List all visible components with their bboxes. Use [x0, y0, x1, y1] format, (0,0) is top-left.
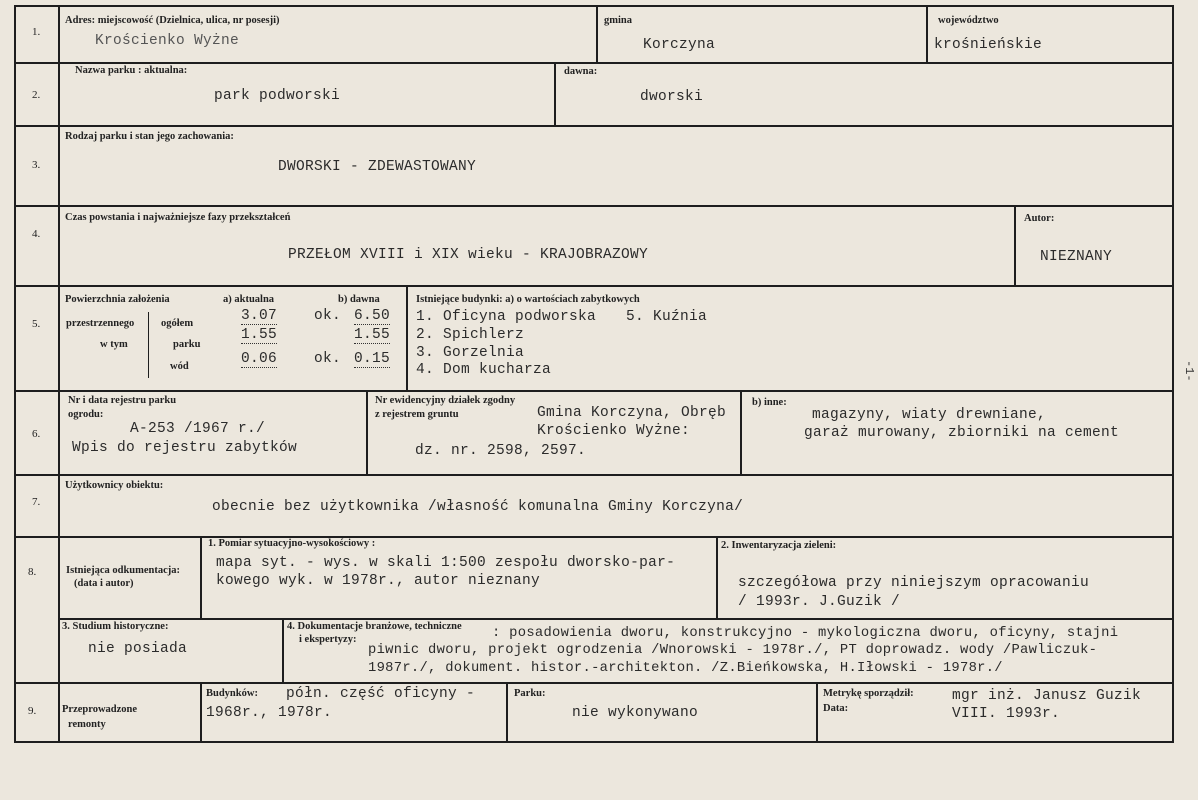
historical-study-label: 3. Studium historyczne: — [62, 621, 169, 632]
origin-label: Czas powstania i najważniejsze fazy przekształceń — [65, 212, 291, 223]
origin-value: PRZEŁOM XVIII i XIX wieku - KRAJOBRAZOWY — [288, 247, 649, 263]
area-current-total: 3.07 — [241, 308, 278, 324]
area-col-former: b) dawna — [338, 294, 380, 305]
renovations-park-label: Parku: — [514, 688, 546, 699]
survey-value-1: mapa syt. - wys. w skali 1:500 zespołu dworsko-par- — [216, 555, 676, 571]
row-divider — [14, 390, 1174, 392]
plots-label-1: Nr ewidencyjny działek zgodny — [375, 395, 516, 406]
building-1: 1. Oficyna podworska — [416, 309, 597, 325]
frame-bottom — [14, 741, 1174, 743]
voivodeship-value: krośnieńskie — [934, 37, 1043, 53]
register-label-1: Nr i data rejestru parku — [68, 395, 177, 406]
frame-top — [14, 5, 1174, 7]
renovations-label-2: remonty — [68, 719, 106, 730]
address-label: Adres: miejscowość (Dzielnica, ulica, nr posesji) — [65, 15, 280, 26]
col-divider-r9-b — [506, 682, 508, 743]
park-type-label: Rodzaj parku i stan jego zachowania: — [65, 131, 234, 142]
metric-date-label: Data: — [823, 703, 849, 714]
author-label: Autor: — [1024, 213, 1055, 224]
greenery-inventory-value-1: szczegółowa przy niniejszym opracowaniu — [738, 575, 1090, 591]
area-park-label: parku — [173, 339, 201, 350]
area-spatial-label: przestrzennego — [66, 318, 135, 329]
buildings-label: Istniejące budynki: a) o wartościach zabytkowych — [416, 294, 640, 305]
area-former-total: 6.50 — [354, 308, 391, 324]
row-number-2: 2. — [32, 89, 41, 101]
metric-author-value: mgr inż. Janusz Guzik — [952, 688, 1142, 704]
col-divider-r6-b — [740, 390, 742, 475]
other-buildings-label: b) inne: — [752, 397, 787, 408]
row-divider — [14, 125, 1174, 127]
col-divider-r4 — [1014, 205, 1016, 286]
survey-value-2: kowego wyk. w 1978r., autor nieznany — [216, 573, 541, 589]
renovations-label-1: Przeprowadzone — [62, 704, 138, 715]
building-2: 2. Spichlerz — [416, 327, 525, 343]
gmina-label: gmina — [604, 15, 633, 26]
row-divider — [58, 618, 1174, 620]
row-number-3: 3. — [32, 159, 41, 171]
renovations-buildings-value-1: półn. część oficyny - — [286, 686, 476, 702]
row-number-9: 9. — [28, 705, 37, 717]
area-approx-1: ok. — [314, 308, 342, 324]
park-name-value: park podworski — [214, 88, 341, 104]
area-current-park: 1.55 — [241, 327, 278, 343]
renovations-buildings-label: Budynków: — [206, 688, 258, 699]
row-divider — [14, 205, 1174, 207]
technical-docs-label-2: i ekspertyzy: — [299, 634, 357, 645]
plots-value-3: dz. nr. 2598, 2597. — [415, 443, 587, 459]
other-buildings-value-2: garaż murowany, zbiorniki na cement — [804, 425, 1120, 441]
row-number-8: 8. — [28, 566, 37, 578]
col-divider-r9-c — [816, 682, 818, 743]
plots-label-2: z rejestrem gruntu — [375, 409, 459, 420]
row-divider — [14, 285, 1174, 287]
row-number-6: 6. — [32, 428, 41, 440]
metric-author-label: Metrykę sporządził: — [823, 688, 914, 699]
technical-docs-label-1: 4. Dokumentacje branżowe, techniczne — [287, 621, 462, 632]
author-value: NIEZNANY — [1040, 249, 1113, 265]
voivodeship-label: województwo — [938, 15, 999, 26]
survey-label: 1. Pomiar sytuacyjno-wysokościowy : — [208, 538, 376, 549]
historical-study-value: nie posiada — [88, 641, 188, 657]
page-number-mark: -1- — [1182, 360, 1196, 382]
row-number-5: 5. — [32, 318, 41, 330]
row-number-4: 4. — [32, 228, 41, 240]
technical-docs-value-3: 1987r./, dokument. histor.-architekton. /Z.Bieńkowska, H.Iłowski - 1978r./ — [368, 661, 1003, 676]
col-divider-r1-b — [926, 5, 928, 63]
col-divider-r8b — [282, 618, 284, 683]
col-divider-r6-a — [366, 390, 368, 475]
register-value-2: Wpis do rejestru zabytków — [72, 440, 298, 456]
building-3: 3. Gorzelnia — [416, 345, 525, 361]
row-number-7: 7. — [32, 496, 41, 508]
col-divider-r5 — [406, 285, 408, 391]
col-divider-r1-a — [596, 5, 598, 63]
gmina-value: Korczyna — [643, 37, 716, 53]
plots-value-2: Krościenko Wyżne: — [537, 423, 691, 439]
frame-left — [14, 5, 16, 743]
frame-right — [1172, 5, 1174, 743]
area-label: Powierzchnia założenia — [65, 294, 170, 305]
col-divider-r8-b — [716, 536, 718, 619]
row-divider — [14, 474, 1174, 476]
former-name-value: dworski — [640, 89, 704, 105]
row-divider — [14, 682, 1174, 684]
metric-date-value: VIII. 1993r. — [952, 706, 1061, 722]
documentation-label-2: (data i autor) — [74, 578, 134, 589]
users-label: Użytkownicy obiektu: — [65, 480, 164, 491]
address-value: Krościenko Wyżne — [95, 33, 240, 49]
greenery-inventory-value-2: / 1993r. J.Guzik / — [738, 594, 901, 610]
building-4: 4. Dom kucharza — [416, 362, 552, 378]
register-value-1: A-253 /1967 r./ — [130, 421, 266, 437]
park-name-label: Nazwa parku : aktualna: — [75, 65, 188, 76]
greenery-inventory-label: 2. Inwentaryzacja zieleni: — [721, 540, 837, 551]
area-water-label: wód — [170, 361, 189, 372]
area-col-current: a) aktualna — [223, 294, 275, 305]
users-value: obecnie bez użytkownika /własność komunalna Gminy Korczyna/ — [212, 499, 744, 515]
technical-docs-value-1: : posadowienia dworu, konstrukcyjno - mykologiczna dworu, oficyny, stajni — [492, 626, 1119, 641]
plots-value-1: Gmina Korczyna, Obręb — [537, 405, 727, 421]
building-5: 5. Kuźnia — [626, 309, 708, 325]
area-approx-2: ok. — [314, 351, 342, 367]
area-former-water: 0.15 — [354, 351, 391, 367]
col-divider-r2 — [554, 62, 556, 126]
documentation-label-1: Istniejąca odkumentacja: — [66, 565, 181, 576]
renovations-park-value: nie wykonywano — [572, 705, 699, 721]
park-type-value: DWORSKI - ZDEWASTOWANY — [278, 159, 477, 175]
row-number-1: 1. — [32, 26, 41, 38]
row-divider — [14, 62, 1174, 64]
area-including-label: w tym — [100, 339, 128, 350]
former-name-label: dawna: — [564, 66, 598, 77]
number-column-divider — [58, 5, 60, 743]
col-divider-r9-a — [200, 682, 202, 743]
register-label-2: ogrodu: — [68, 409, 104, 420]
col-divider-r8-a — [200, 536, 202, 619]
area-former-park: 1.55 — [354, 327, 391, 343]
area-inner-divider — [148, 312, 149, 378]
row-divider — [14, 536, 1174, 538]
area-total-label: ogółem — [161, 318, 194, 329]
renovations-buildings-value-2: 1968r., 1978r. — [206, 705, 333, 721]
other-buildings-value-1: magazyny, wiaty drewniane, — [812, 407, 1047, 423]
technical-docs-value-2: piwnic dworu, projekt ogrodzenia /Wnorowski - 1978r./, PT doprowadz. wody /Pawliczuk- — [368, 643, 1098, 658]
area-current-water: 0.06 — [241, 351, 278, 367]
